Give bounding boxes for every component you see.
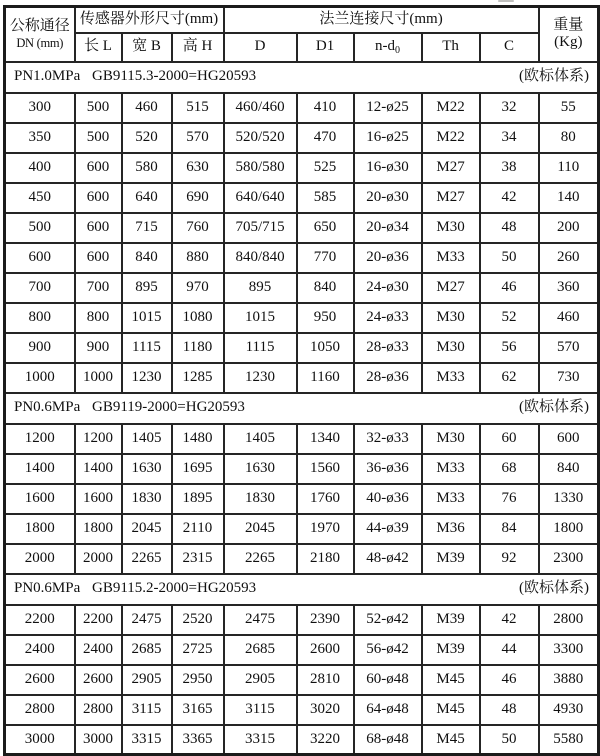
table-cell: 880 (172, 243, 224, 273)
table-cell: 630 (172, 153, 224, 183)
table-cell: 140 (539, 183, 599, 213)
table-cell: M30 (422, 424, 480, 454)
table-cell: 2300 (539, 544, 599, 574)
table-cell: 3020 (297, 695, 354, 725)
table-cell: 500 (75, 93, 122, 123)
table-cell: M45 (422, 665, 480, 695)
table-cell: 62 (480, 363, 539, 393)
table-cell: 2905 (224, 665, 297, 695)
table-cell: 1800 (75, 514, 122, 544)
table-cell: 580 (122, 153, 172, 183)
table-row (5, 243, 599, 273)
table-cell: 570 (539, 333, 599, 363)
table-cell: 20-ø34 (354, 213, 422, 243)
table-cell: 600 (539, 424, 599, 454)
table-cell: 2315 (172, 544, 224, 574)
table-cell: 1285 (172, 363, 224, 393)
table-cell: 2200 (5, 605, 75, 635)
table-cell: 770 (297, 243, 354, 273)
table-cell: 2725 (172, 635, 224, 665)
table-cell: 470 (297, 123, 354, 153)
table-cell: 3000 (75, 725, 122, 755)
table-cell: 800 (75, 303, 122, 333)
table-cell: 46 (480, 665, 539, 695)
header-row-groups (5, 7, 599, 33)
table-cell: M27 (422, 183, 480, 213)
table-cell: 2810 (297, 665, 354, 695)
table-cell: 2905 (122, 665, 172, 695)
table-cell: 2600 (297, 635, 354, 665)
table-cell: 1160 (297, 363, 354, 393)
table-cell: 410 (297, 93, 354, 123)
table-cell: 840 (297, 273, 354, 303)
scan-artifact (498, 0, 514, 2)
table-cell: 840/840 (224, 243, 297, 273)
table-cell: 1405 (122, 424, 172, 454)
table-cell: 1600 (75, 484, 122, 514)
table-cell: 36-ø36 (354, 454, 422, 484)
table-cell: 3315 (224, 725, 297, 755)
table-cell: 300 (5, 93, 75, 123)
header-row-columns (5, 33, 599, 62)
table-cell: 20-ø30 (354, 183, 422, 213)
table-cell: 16-ø25 (354, 123, 422, 153)
table-cell: 2950 (172, 665, 224, 695)
table-cell: 34 (480, 123, 539, 153)
table-cell: 56 (480, 333, 539, 363)
table-cell: 515 (172, 93, 224, 123)
table-cell: 460 (122, 93, 172, 123)
section-standard-note: (欧标体系) (519, 580, 590, 597)
section-standard-note: (欧标体系) (519, 399, 590, 416)
table-cell: 1830 (122, 484, 172, 514)
table-cell: M30 (422, 213, 480, 243)
table-cell: 525 (297, 153, 354, 183)
table-cell: 2475 (224, 605, 297, 635)
table-cell: M39 (422, 605, 480, 635)
table-cell: 1630 (224, 454, 297, 484)
table-cell: 2400 (5, 635, 75, 665)
table-row (5, 153, 599, 183)
table-cell: 80 (539, 123, 599, 153)
table-cell: 1115 (224, 333, 297, 363)
table-cell: 950 (297, 303, 354, 333)
table-row (5, 123, 599, 153)
table-cell: 2520 (172, 605, 224, 635)
table-cell: 600 (75, 153, 122, 183)
table-cell: 260 (539, 243, 599, 273)
table-cell: 1560 (297, 454, 354, 484)
header-col-n-d0-text: n-d (375, 37, 396, 54)
flange-dimension-table (3, 5, 600, 756)
table-cell: 200 (539, 213, 599, 243)
table-cell: 110 (539, 153, 599, 183)
table-cell: 3165 (172, 695, 224, 725)
table-row (5, 183, 599, 213)
table-cell: 350 (5, 123, 75, 153)
table-cell: 48 (480, 695, 539, 725)
table-cell: 1760 (297, 484, 354, 514)
table-cell: 895 (224, 273, 297, 303)
table-cell: 2110 (172, 514, 224, 544)
table-cell: 64-ø48 (354, 695, 422, 725)
table-row (5, 665, 599, 695)
header-flange-dimensions-group: 法兰连接尺寸(mm) (224, 7, 539, 33)
table-cell: 60 (480, 424, 539, 454)
table-cell: 44 (480, 635, 539, 665)
table-cell: 20-ø36 (354, 243, 422, 273)
table-cell: 2200 (75, 605, 122, 635)
table-cell: 3300 (539, 635, 599, 665)
table-cell: 2600 (75, 665, 122, 695)
table-cell: M30 (422, 333, 480, 363)
table-row (5, 514, 599, 544)
table-cell: 730 (539, 363, 599, 393)
table-cell: 3115 (122, 695, 172, 725)
table-cell: 1230 (224, 363, 297, 393)
section-header-row (5, 574, 599, 605)
table-cell: 28-ø36 (354, 363, 422, 393)
table-cell: 1405 (224, 424, 297, 454)
table-cell: 50 (480, 725, 539, 755)
table-row (5, 695, 599, 725)
table-cell: 1000 (75, 363, 122, 393)
table-cell: 690 (172, 183, 224, 213)
table-cell: 3115 (224, 695, 297, 725)
table-cell: 60-ø48 (354, 665, 422, 695)
table-cell: M22 (422, 93, 480, 123)
table-row (5, 454, 599, 484)
table-cell: 38 (480, 153, 539, 183)
table-cell: 600 (75, 183, 122, 213)
table-cell: 580/580 (224, 153, 297, 183)
table-cell: 705/715 (224, 213, 297, 243)
table-cell: 1630 (122, 454, 172, 484)
table-cell: 900 (75, 333, 122, 363)
table-cell: 2000 (5, 544, 75, 574)
table-cell: 1600 (5, 484, 75, 514)
section-header-row (5, 393, 599, 424)
table-cell: 1180 (172, 333, 224, 363)
table-cell: M36 (422, 514, 480, 544)
table-cell: M22 (422, 123, 480, 153)
table-cell: 1695 (172, 454, 224, 484)
section-pressure-rating: PN0.6MPa (14, 399, 81, 416)
table-cell: 24-ø30 (354, 273, 422, 303)
table-cell: 1400 (75, 454, 122, 484)
table-cell: 2685 (122, 635, 172, 665)
section-header-row (5, 62, 599, 93)
table-cell: 2045 (122, 514, 172, 544)
section-pressure-rating: PN0.6MPa (14, 580, 81, 597)
table-cell: 42 (480, 183, 539, 213)
section-pressure-rating: PN1.0MPa (14, 68, 81, 85)
table-cell: M33 (422, 484, 480, 514)
table-cell: 2045 (224, 514, 297, 544)
table-cell: 2475 (122, 605, 172, 635)
table-cell: M27 (422, 153, 480, 183)
header-col-d: D (224, 33, 297, 62)
table-cell: 76 (480, 484, 539, 514)
table-cell: 1970 (297, 514, 354, 544)
table-cell: 800 (5, 303, 75, 333)
table-cell: 3365 (172, 725, 224, 755)
table-cell: 2265 (224, 544, 297, 574)
table-cell: M33 (422, 363, 480, 393)
table-cell: 1400 (5, 454, 75, 484)
table-cell: 50 (480, 243, 539, 273)
table-cell: 56-ø42 (354, 635, 422, 665)
table-cell: 970 (172, 273, 224, 303)
table-row (5, 725, 599, 755)
table-cell: 1050 (297, 333, 354, 363)
table-cell: 1200 (5, 424, 75, 454)
table-cell: 1830 (224, 484, 297, 514)
table-cell: 640 (122, 183, 172, 213)
table-row (5, 213, 599, 243)
table-cell: 52-ø42 (354, 605, 422, 635)
table-cell: 52 (480, 303, 539, 333)
section-standard-code: GB9119-2000=HG20593 (92, 399, 245, 416)
table-cell: 48-ø42 (354, 544, 422, 574)
table-cell: 900 (5, 333, 75, 363)
header-col-th: Th (422, 33, 480, 62)
table-body (5, 62, 599, 755)
table-cell: 1200 (75, 424, 122, 454)
table-cell: 68-ø48 (354, 725, 422, 755)
header-col-c: C (480, 33, 539, 62)
table-cell: 600 (75, 243, 122, 273)
table-cell: 520/520 (224, 123, 297, 153)
header-nominal-diameter (5, 7, 75, 62)
table-cell: 840 (539, 454, 599, 484)
table-row (5, 484, 599, 514)
header-weight-unit: (Kg) (554, 34, 583, 51)
table-cell: 68 (480, 454, 539, 484)
header-col-width: 宽 B (122, 33, 172, 62)
table-cell: 1800 (539, 514, 599, 544)
header-col-d1: D1 (297, 33, 354, 62)
table-cell: 460 (539, 303, 599, 333)
section-header-cell (5, 574, 599, 605)
table-cell: 84 (480, 514, 539, 544)
table-cell: 40-ø36 (354, 484, 422, 514)
table-cell: 2685 (224, 635, 297, 665)
table-cell: 12-ø25 (354, 93, 422, 123)
table-cell: 24-ø33 (354, 303, 422, 333)
header-weight-title: 重量 (553, 17, 584, 33)
table-cell: 840 (122, 243, 172, 273)
table-cell: 700 (5, 273, 75, 303)
header-nominal-diameter-unit: DN (mm) (16, 35, 64, 50)
table-row (5, 93, 599, 123)
table-cell: 700 (75, 273, 122, 303)
table-cell: M33 (422, 454, 480, 484)
table-cell: 2000 (75, 544, 122, 574)
table-cell: 1800 (5, 514, 75, 544)
table-cell: 32 (480, 93, 539, 123)
table-cell: M39 (422, 544, 480, 574)
table-cell: 46 (480, 273, 539, 303)
section-header-cell (5, 62, 599, 93)
table-cell: 2800 (539, 605, 599, 635)
table-cell: 640/640 (224, 183, 297, 213)
table-cell: 600 (75, 213, 122, 243)
table-cell: 5580 (539, 725, 599, 755)
table-cell: 500 (75, 123, 122, 153)
header-col-n-d0-subscript: 0 (395, 44, 401, 56)
table-cell: 1480 (172, 424, 224, 454)
table-cell: 400 (5, 153, 75, 183)
section-standard-code: GB9115.2-2000=HG20593 (92, 580, 257, 597)
table-cell: 42 (480, 605, 539, 635)
table-cell: 1340 (297, 424, 354, 454)
table-cell: M27 (422, 273, 480, 303)
table-cell: 1015 (224, 303, 297, 333)
table-cell: 3315 (122, 725, 172, 755)
table-cell: 3220 (297, 725, 354, 755)
section-standard-code: GB9115.3-2000=HG20593 (92, 68, 257, 85)
header-weight (539, 7, 599, 62)
header-col-length: 长 L (75, 33, 122, 62)
table-cell: 650 (297, 213, 354, 243)
header-sensor-dimensions-group: 传感器外形尺寸(mm) (75, 7, 224, 33)
table-cell: 715 (122, 213, 172, 243)
table-row (5, 544, 599, 574)
table-cell: 1230 (122, 363, 172, 393)
table-cell: 3000 (5, 725, 75, 755)
table-cell: 1115 (122, 333, 172, 363)
table-cell: 2390 (297, 605, 354, 635)
header-col-height: 高 H (172, 33, 224, 62)
table-cell: M39 (422, 635, 480, 665)
table-cell: 28-ø33 (354, 333, 422, 363)
table-cell: 44-ø39 (354, 514, 422, 544)
table-row (5, 273, 599, 303)
table-cell: 1080 (172, 303, 224, 333)
table-cell: 2180 (297, 544, 354, 574)
table-cell: 895 (122, 273, 172, 303)
table-cell: 520 (122, 123, 172, 153)
table-row (5, 303, 599, 333)
table-row (5, 333, 599, 363)
table-cell: 4930 (539, 695, 599, 725)
table-cell: M30 (422, 303, 480, 333)
table-cell: 450 (5, 183, 75, 213)
table-cell: 2800 (75, 695, 122, 725)
table-cell: 55 (539, 93, 599, 123)
table-cell: 460/460 (224, 93, 297, 123)
table-cell: 1015 (122, 303, 172, 333)
header-col-n-d0 (354, 33, 422, 62)
table-row (5, 424, 599, 454)
table-cell: 32-ø33 (354, 424, 422, 454)
table-row (5, 363, 599, 393)
table-cell: 2265 (122, 544, 172, 574)
table-cell: 2600 (5, 665, 75, 695)
table-cell: 2400 (75, 635, 122, 665)
table-cell: M33 (422, 243, 480, 273)
table-cell: 1330 (539, 484, 599, 514)
table-cell: 48 (480, 213, 539, 243)
table-cell: 2800 (5, 695, 75, 725)
section-standard-note: (欧标体系) (519, 68, 590, 85)
section-header-cell (5, 393, 599, 424)
header-nominal-diameter-title: 公称通径 (9, 18, 70, 35)
table-cell: 1895 (172, 484, 224, 514)
table-cell: 92 (480, 544, 539, 574)
table-cell: 1000 (5, 363, 75, 393)
table-cell: M45 (422, 725, 480, 755)
table-cell: 600 (5, 243, 75, 273)
table-cell: M45 (422, 695, 480, 725)
table-cell: 360 (539, 273, 599, 303)
table-row (5, 635, 599, 665)
table-cell: 570 (172, 123, 224, 153)
table-row (5, 605, 599, 635)
table-cell: 16-ø30 (354, 153, 422, 183)
table-cell: 760 (172, 213, 224, 243)
table-cell: 585 (297, 183, 354, 213)
table-cell: 500 (5, 213, 75, 243)
table-cell: 3880 (539, 665, 599, 695)
